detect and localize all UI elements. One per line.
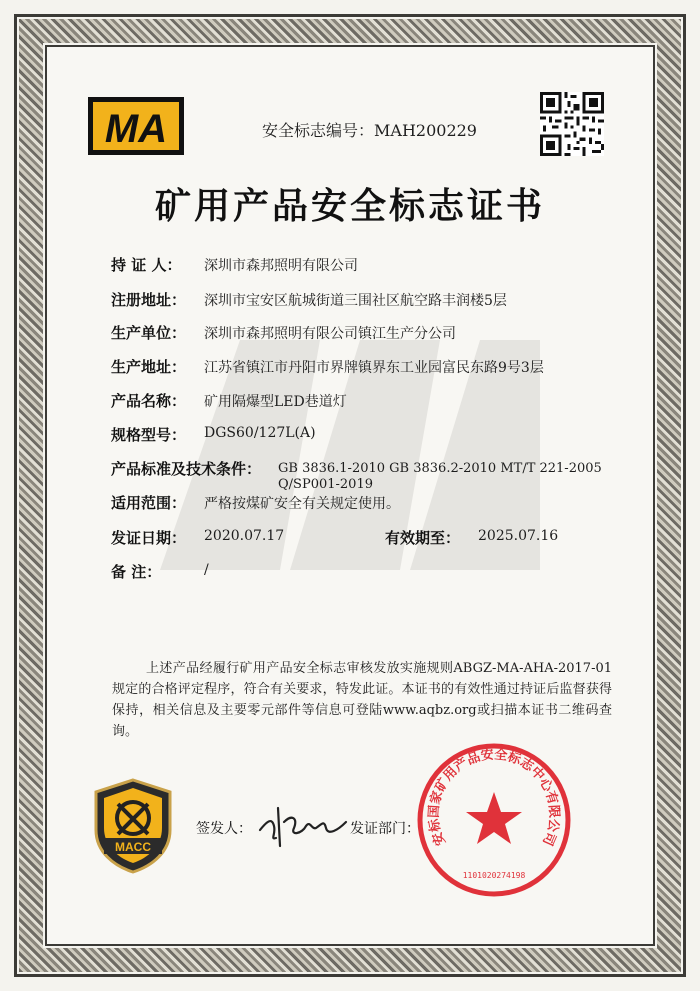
remarks-value: / xyxy=(204,562,209,578)
production-address-value: 江苏省镇江市丹阳市界牌镇界东工业园富民东路9号3层 xyxy=(204,360,544,376)
product-name-label: 产品名称： xyxy=(111,392,187,410)
ma-logo-icon xyxy=(88,97,184,155)
scope-label: 适用范围： xyxy=(111,494,187,512)
signer-label: 签发人： xyxy=(196,821,252,837)
production-address-label: 生产地址： xyxy=(111,358,187,376)
certificate-number xyxy=(262,118,477,141)
certificate-title: 矿用产品安全标志证书 xyxy=(154,186,545,227)
issue-date-value: 2020.07.17 xyxy=(204,528,285,544)
remarks-label: 备 注： xyxy=(111,563,162,581)
certificate-number-value: MAH200229 xyxy=(374,121,477,140)
seal-text: 安标国家矿用产品安全标志中心有限公司 xyxy=(426,747,562,848)
macc-text: MACC xyxy=(115,840,151,854)
official-seal-icon xyxy=(414,740,574,900)
valid-until-value: 2025.07.16 xyxy=(478,528,559,544)
ma-logo-text: MA xyxy=(104,107,168,151)
producer-label: 生产单位： xyxy=(111,324,187,342)
product-name-value: 矿用隔爆型LED巷道灯 xyxy=(204,394,347,410)
valid-until-label: 有效期至： xyxy=(385,529,461,547)
producer-value: 深圳市森邦照明有限公司镇江生产分公司 xyxy=(204,326,456,342)
holder-value: 深圳市森邦照明有限公司 xyxy=(204,258,358,274)
model-value: DGS60/127L(A) xyxy=(204,425,316,441)
qr-code-icon[interactable] xyxy=(540,92,604,156)
seal-number: 1101020274198 xyxy=(462,871,526,880)
macc-shield-icon xyxy=(92,778,174,874)
registered-address-value: 深圳市宝安区航城街道三围社区航空路丰润楼5层 xyxy=(204,293,507,309)
holder-label: 持 证 人： xyxy=(111,256,182,274)
certificate-notice: 上述产品经履行矿用产品安全标志审核发放实施规则ABGZ-MA-AHA-2017-01规定的合格评定程序，符合有关要求，特发此证。本证书的有效性通过持证后监督获得保持，相关信息及主要零元部件等信息可登陆www.aqbz.org或扫描本证书二维码查询。 xyxy=(112,661,612,739)
issue-date-label: 发证日期： xyxy=(111,529,187,547)
model-label: 规格型号： xyxy=(111,426,187,444)
issuing-department-label: 发证部门： xyxy=(350,821,420,837)
registered-address-label: 注册地址： xyxy=(111,291,187,309)
scope-value: 严格按煤矿安全有关规定使用。 xyxy=(204,496,400,512)
certificate-number-label: 安全标志编号： xyxy=(262,121,375,140)
handwritten-signature-icon xyxy=(254,800,354,850)
standards-label: 产品标准及技术条件： xyxy=(111,460,262,478)
standards-value: GB 3836.1-2010 GB 3836.2-2010 MT/T 221-2005 Q/SP001-2019 xyxy=(278,461,602,492)
